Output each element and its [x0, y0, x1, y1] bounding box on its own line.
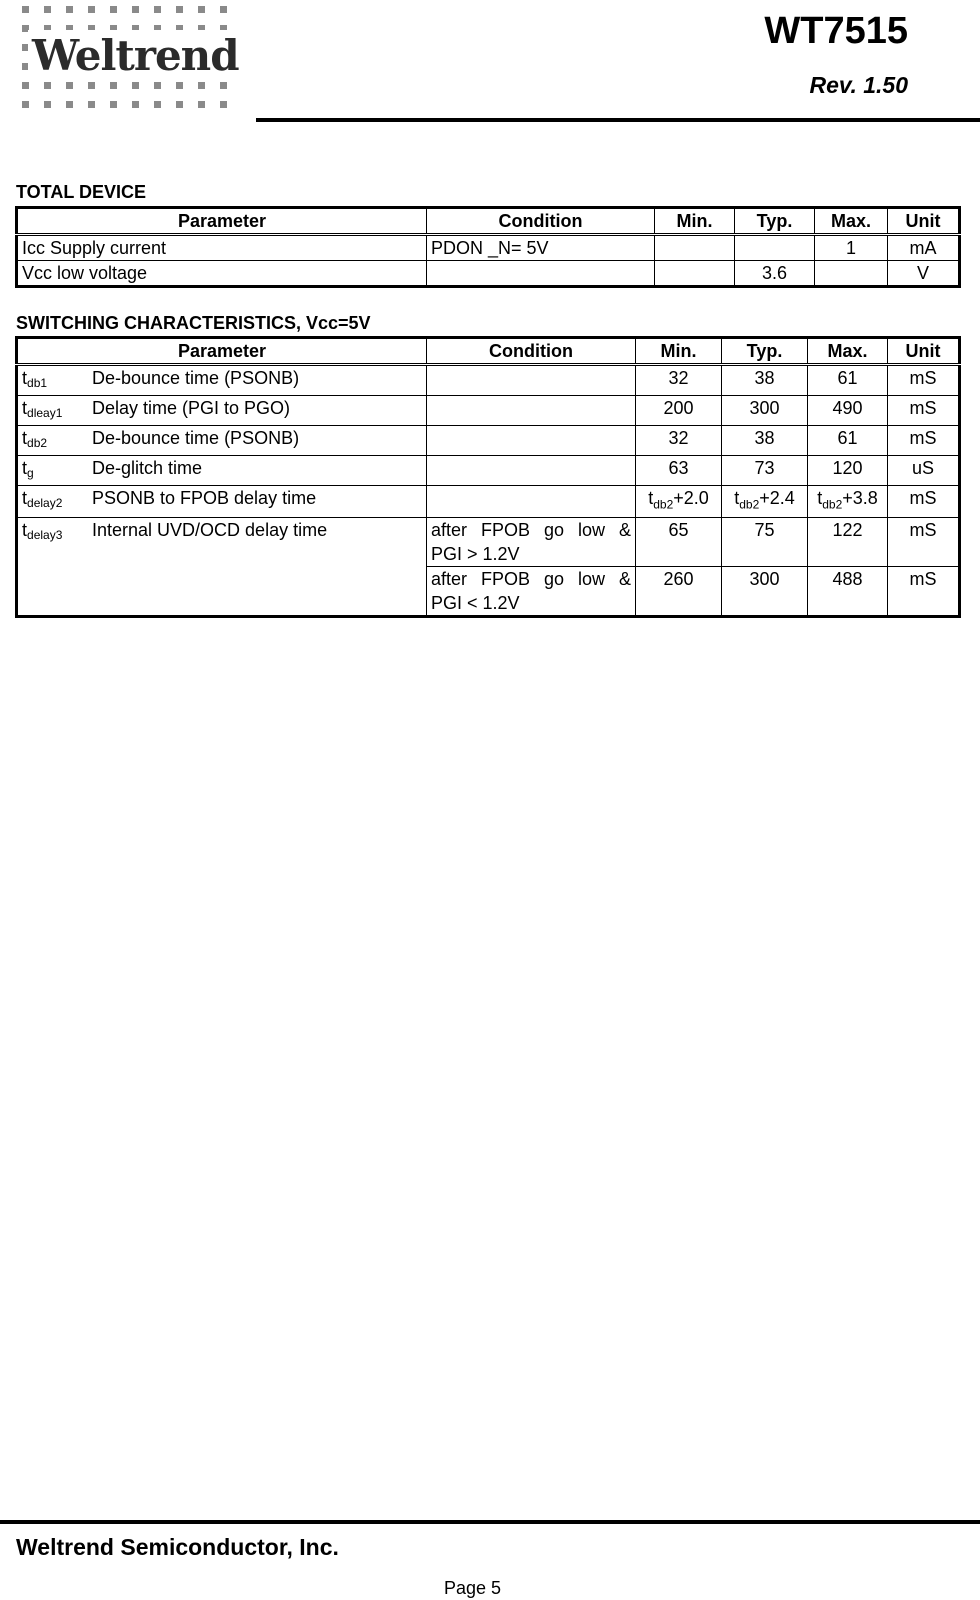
logo-dot: [88, 101, 95, 108]
param-description: De-glitch time: [92, 458, 203, 478]
cell-parameter: Icc Supply current: [17, 235, 427, 261]
total-device-table: [15, 206, 961, 288]
cell-parameter: [17, 365, 427, 396]
cell-unit: uS: [888, 456, 960, 486]
symbol-base: t: [22, 519, 28, 540]
logo-dot: [220, 101, 227, 108]
symbol-base: t: [22, 368, 28, 388]
table-row: [17, 456, 960, 486]
value-offset: +2.0: [673, 488, 709, 508]
logo-dot: [22, 82, 29, 89]
cell-max: [808, 486, 888, 518]
table-row: [17, 365, 960, 396]
param-description: Delay time (PGI to PGO): [92, 398, 291, 418]
table-row: [17, 517, 960, 566]
logo-dot: [176, 6, 183, 13]
cell-unit: mS: [888, 426, 960, 456]
cell-parameter: [17, 396, 427, 426]
cell-parameter: [17, 426, 427, 456]
cell-condition: [427, 456, 636, 486]
param-description: De-bounce time (PSONB): [92, 428, 300, 448]
cell-min: 32: [636, 426, 722, 456]
logo-dot: [66, 101, 73, 108]
param-symbol: [22, 426, 92, 455]
col-header-typ: Typ.: [735, 208, 815, 235]
logo-dot: [220, 6, 227, 13]
logo-dot: [44, 6, 51, 13]
total-device-title: TOTAL DEVICE: [16, 182, 147, 202]
cell-min: 260: [636, 566, 722, 616]
symbol-base: t: [22, 458, 28, 478]
col-header-condition: Condition: [427, 338, 636, 365]
col-header-min: Min.: [655, 208, 735, 235]
cell-unit: V: [888, 261, 960, 287]
cell-typ: 3.6: [735, 261, 815, 287]
cell-max: [815, 261, 888, 287]
param-description: PSONB to FPOB delay time: [92, 488, 317, 508]
logo-dot: [154, 82, 161, 89]
logo-dot: [44, 82, 51, 89]
cell-min: 32: [636, 365, 722, 396]
cell-max: 122: [808, 517, 888, 566]
table-row: [17, 396, 960, 426]
table-row: [17, 486, 960, 518]
value-offset: +2.4: [759, 488, 795, 508]
cell-unit: mS: [888, 486, 960, 518]
table-row: [17, 426, 960, 456]
symbol-subscript: delay2: [27, 496, 63, 510]
cell-condition: [427, 396, 636, 426]
cell-max: 120: [808, 456, 888, 486]
cell-parameter: Vcc low voltage: [17, 261, 427, 287]
logo-dot: [154, 101, 161, 108]
header-divider: [256, 118, 980, 122]
cell-max: 61: [808, 365, 888, 396]
table-header-row: [17, 208, 960, 235]
cell-unit: mS: [888, 517, 960, 566]
cell-max: 488: [808, 566, 888, 616]
param-description: De-bounce time (PSONB): [92, 368, 300, 388]
col-header-unit: Unit: [888, 208, 960, 235]
col-header-min: Min.: [636, 338, 722, 365]
symbol-base: t: [22, 428, 28, 448]
value-subscript: db2: [822, 497, 843, 512]
cell-max: 490: [808, 396, 888, 426]
cell-parameter: [17, 517, 427, 616]
param-symbol: [22, 486, 92, 515]
cell-parameter: [17, 486, 427, 518]
cell-typ: 38: [722, 426, 808, 456]
col-header-parameter: Parameter: [17, 208, 427, 235]
revision-label: Rev. 1.50: [809, 72, 908, 98]
logo-dot: [88, 6, 95, 13]
symbol-subscript: dleay1: [27, 406, 63, 420]
cell-unit: mS: [888, 396, 960, 426]
logo-dot: [66, 6, 73, 13]
cell-typ: 300: [722, 566, 808, 616]
cell-min: 63: [636, 456, 722, 486]
logo-dot: [132, 101, 139, 108]
logo-dot: [132, 82, 139, 89]
cell-max: 1: [815, 235, 888, 261]
cell-typ: [722, 486, 808, 518]
cell-condition: PDON _N= 5V: [427, 235, 655, 261]
logo-dot: [176, 82, 183, 89]
cell-condition: after FPOB go low & PGI > 1.2V: [427, 517, 636, 566]
logo-dot: [198, 101, 205, 108]
cell-condition: after FPOB go low & PGI < 1.2V: [427, 566, 636, 616]
footer-divider: [0, 1520, 980, 1524]
param-description: Internal UVD/OCD delay time: [92, 519, 328, 540]
symbol-subscript: db1: [27, 376, 48, 390]
logo-dot: [88, 82, 95, 89]
value-offset: +3.8: [842, 488, 878, 508]
cell-condition: [427, 486, 636, 518]
switching-table: [15, 336, 961, 618]
col-header-unit: Unit: [888, 338, 960, 365]
col-header-condition: Condition: [427, 208, 655, 235]
symbol-subscript: delay3: [27, 527, 63, 542]
symbol-subscript: g: [27, 466, 34, 480]
col-header-max: Max.: [808, 338, 888, 365]
value-subscript: db2: [653, 497, 674, 512]
cell-typ: 38: [722, 365, 808, 396]
col-header-max: Max.: [815, 208, 888, 235]
cell-unit: mS: [888, 365, 960, 396]
cell-typ: 73: [722, 456, 808, 486]
cell-min: [655, 261, 735, 287]
table-row: [17, 235, 960, 261]
value-base: t: [648, 488, 654, 508]
company-name: Weltrend Semiconductor, Inc.: [16, 1534, 339, 1560]
logo-dot: [198, 6, 205, 13]
value-base: t: [817, 488, 823, 508]
logo-dot: [110, 6, 117, 13]
logo-dot: [176, 101, 183, 108]
symbol-base: t: [22, 398, 28, 418]
logo-wordmark: Weltrend: [28, 30, 243, 82]
logo-dot: [154, 6, 161, 13]
table-row: [17, 261, 960, 287]
logo-dot: [22, 6, 29, 13]
cell-min: 200: [636, 396, 722, 426]
document-id: WT7515: [764, 10, 908, 52]
logo-dot: [220, 82, 227, 89]
cell-condition: [427, 261, 655, 287]
param-symbol: [22, 456, 92, 485]
value-base: t: [734, 488, 740, 508]
logo-dot: [44, 101, 51, 108]
cell-condition: [427, 426, 636, 456]
cell-typ: 75: [722, 517, 808, 566]
cell-min: [655, 235, 735, 261]
cell-typ: 300: [722, 396, 808, 426]
value-subscript: db2: [739, 497, 760, 512]
cell-unit: mS: [888, 566, 960, 616]
param-symbol: [22, 396, 92, 425]
logo-dot: [66, 82, 73, 89]
cell-min: 65: [636, 517, 722, 566]
logo-dot: [110, 82, 117, 89]
param-symbol: [22, 518, 92, 547]
cell-max: 61: [808, 426, 888, 456]
cell-typ: [735, 235, 815, 261]
symbol-subscript: db2: [27, 436, 48, 450]
company-logo: [18, 4, 240, 112]
logo-dot: [132, 6, 139, 13]
cell-unit: mA: [888, 235, 960, 261]
logo-dot: [110, 101, 117, 108]
cell-parameter: [17, 456, 427, 486]
cell-min: [636, 486, 722, 518]
logo-dot: [198, 82, 205, 89]
page-number: Page 5: [443, 1578, 502, 1598]
logo-dot: [22, 101, 29, 108]
cell-condition: [427, 365, 636, 396]
table-header-row: [17, 338, 960, 365]
symbol-base: t: [22, 488, 28, 508]
col-header-parameter: Parameter: [17, 338, 427, 365]
col-header-typ: Typ.: [722, 338, 808, 365]
param-symbol: [22, 366, 92, 395]
switching-title: SWITCHING CHARACTERISTICS, Vcc=5V: [16, 313, 371, 333]
